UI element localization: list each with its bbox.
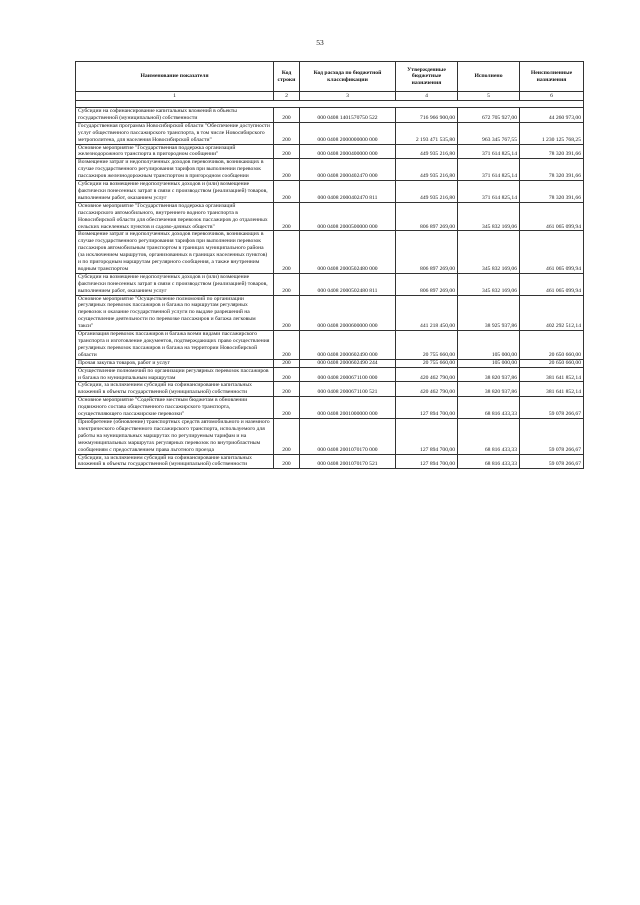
table-row xyxy=(76,397,584,419)
row-kbk: 000 0408 2000600000 000 xyxy=(300,295,396,331)
table-row xyxy=(76,454,584,469)
row-kbk: 000 0408 2001070170 521 xyxy=(300,454,396,469)
row-code: 200 xyxy=(274,108,300,123)
row-name: Прочая закупка товаров, работ и услуг xyxy=(76,359,274,367)
row-code: 200 xyxy=(274,144,300,159)
header-kbk: Код расхода по бюджетной классификации xyxy=(300,62,396,92)
column-number: 5 xyxy=(458,92,520,101)
row-name: Субсидии на софинансирование капитальных вложений в объекты государственной (муниципальной) собственности xyxy=(76,108,274,123)
row-approved: 449 935 216,80 xyxy=(396,181,458,203)
row-name: Основное мероприятие "Осуществление полномочий по организации регулярных перевозок пассажиров и багажа по маршрутам регулярных перевозок и оказание государственной услуги по выдаче разрешений на осуществление деятельности по перевозке пассажиров и багажа легковым такси" xyxy=(76,295,274,331)
row-code: 200 xyxy=(274,202,300,231)
row-kbk: 000 0408 2000502480 811 xyxy=(300,273,396,295)
row-name: Основное мероприятие "Государственная поддержка организаций железнодорожного транспорта в пригородном сообщении" xyxy=(76,144,274,159)
page-number: 53 xyxy=(316,38,324,47)
row-unexecuted: 461 065 099,94 xyxy=(520,202,584,231)
row-code: 200 xyxy=(274,418,300,454)
row-executed: 105 000,00 xyxy=(458,331,520,360)
row-executed: 38 820 937,86 xyxy=(458,367,520,382)
spacer-row xyxy=(76,101,584,108)
row-kbk: 000 0408 2001000000 000 xyxy=(300,397,396,419)
row-kbk: 000 0408 2000402470 811 xyxy=(300,181,396,203)
column-number: 3 xyxy=(300,92,396,101)
row-code: 200 xyxy=(274,159,300,181)
row-name: Приобретение (обновление) транспортных средств автомобильного и наземного электрического общественного пассажирского транспорта, используемого для работы на муниципальных маршрутах по регулируемым тарифам и на межмуниципальных маршрутах регулярных перевозок по внутриобластным сообщениям с предоставлением права льготного проезда xyxy=(76,418,274,454)
row-kbk: 000 0408 1401570750 522 xyxy=(300,108,396,123)
row-unexecuted: 461 065 099,94 xyxy=(520,273,584,295)
row-approved: 420 462 790,00 xyxy=(396,382,458,397)
row-unexecuted: 44 260 973,00 xyxy=(520,108,584,123)
row-code: 200 xyxy=(274,231,300,273)
header-name: Наименование показателя xyxy=(76,62,274,92)
row-name: Субсидии на возмещение недополученных доходов и (или) возмещение фактически понесенных затрат в связи с производством (реализацией) товаров, выполнением работ, оказанием услуг xyxy=(76,181,274,203)
row-unexecuted: 78 320 391,66 xyxy=(520,181,584,203)
row-unexecuted: 20 650 660,00 xyxy=(520,331,584,360)
row-unexecuted: 402 292 512,14 xyxy=(520,295,584,331)
table-row xyxy=(76,331,584,360)
row-code: 200 xyxy=(274,397,300,419)
row-executed: 963 345 767,55 xyxy=(458,122,520,144)
row-kbk: 000 0408 2000500000 000 xyxy=(300,202,396,231)
table-row xyxy=(76,273,584,295)
column-number-row xyxy=(76,92,584,101)
row-name: Возмещение затрат и недополученных доходов перевозчиков, возникающих в случае государственного регулирования тарифов при выполнении перевозок пассажиров железнодорожным транспортом в пригородном сообщении xyxy=(76,159,274,181)
row-executed: 68 816 433,33 xyxy=(458,418,520,454)
table-row xyxy=(76,382,584,397)
row-approved: 127 894 700,00 xyxy=(396,397,458,419)
row-code: 200 xyxy=(274,359,300,367)
row-kbk: 000 0408 2001070170 000 xyxy=(300,418,396,454)
column-number: 1 xyxy=(76,92,274,101)
table-row xyxy=(76,359,584,367)
row-code: 200 xyxy=(274,181,300,203)
row-executed: 38 925 937,86 xyxy=(458,295,520,331)
row-name: Организация перевозок пассажиров и багажа всеми видами пассажирского транспорта и изготовление документов, подтверждающих право осуществления регулярных перевозок пассажиров и багажа на территории Новосибирской области xyxy=(76,331,274,360)
row-unexecuted: 59 078 266,67 xyxy=(520,454,584,469)
row-name: Субсидии, за исключением субсидий на софинансирование капитальных вложений в объекты государственной (муниципальной) собственности xyxy=(76,382,274,397)
row-executed: 68 816 433,33 xyxy=(458,397,520,419)
row-unexecuted: 381 641 852,14 xyxy=(520,367,584,382)
row-name: Основное мероприятие "Содействие местным бюджетам в обновлении подвижного состава общественного пассажирского транспорта, осуществляющего пассажирские перевозки" xyxy=(76,397,274,419)
row-approved: 441 218 450,00 xyxy=(396,295,458,331)
table-row xyxy=(76,144,584,159)
row-kbk: 000 0408 2000400000 000 xyxy=(300,144,396,159)
table-row xyxy=(76,202,584,231)
header-row xyxy=(76,62,584,92)
row-kbk: 000 0408 2000602490 000 xyxy=(300,331,396,360)
row-name: Осуществление полномочий по организации регулярных перевозок пассажиров и багажа по муниципальным маршрутам xyxy=(76,367,274,382)
row-kbk: 000 0408 2000000000 000 xyxy=(300,122,396,144)
row-unexecuted: 461 065 099,94 xyxy=(520,231,584,273)
row-code: 200 xyxy=(274,367,300,382)
row-approved: 20 755 660,00 xyxy=(396,331,458,360)
row-executed: 68 816 433,33 xyxy=(458,454,520,469)
table-row xyxy=(76,231,584,273)
table-row xyxy=(76,108,584,123)
row-approved: 716 966 900,00 xyxy=(396,108,458,123)
column-number: 6 xyxy=(520,92,584,101)
row-code: 200 xyxy=(274,295,300,331)
column-number: 2 xyxy=(274,92,300,101)
header-executed: Исполнено xyxy=(458,62,520,92)
row-approved: 449 935 216,80 xyxy=(396,144,458,159)
row-approved: 806 897 269,00 xyxy=(396,273,458,295)
row-executed: 105 000,00 xyxy=(458,359,520,367)
row-kbk: 000 0408 2000402470 000 xyxy=(300,159,396,181)
row-code: 200 xyxy=(274,273,300,295)
row-unexecuted: 59 078 266,67 xyxy=(520,418,584,454)
row-executed: 345 832 169,06 xyxy=(458,273,520,295)
table-row xyxy=(76,295,584,331)
header-unexecuted: Неисполненные назначения xyxy=(520,62,584,92)
row-executed: 371 614 825,14 xyxy=(458,181,520,203)
row-name: Государственная программа Новосибирской области "Обеспечение доступности услуг общественного пассажирского транспорта, в том числе Новосибирского метрополитена, для населения Новосибирской области" xyxy=(76,122,274,144)
row-approved: 127 894 700,00 xyxy=(396,418,458,454)
row-executed: 345 832 169,06 xyxy=(458,231,520,273)
row-name: Субсидии, за исключением субсидий на софинансирование капитальных вложений в объекты государственной (муниципальной) собственности xyxy=(76,454,274,469)
row-kbk: 000 0408 2000671100 000 xyxy=(300,367,396,382)
row-kbk: 000 0408 2000502480 000 xyxy=(300,231,396,273)
row-code: 200 xyxy=(274,122,300,144)
row-unexecuted: 78 320 391,66 xyxy=(520,144,584,159)
row-executed: 371 614 825,14 xyxy=(458,144,520,159)
row-approved: 2 193 471 535,80 xyxy=(396,122,458,144)
table-row xyxy=(76,159,584,181)
table-row xyxy=(76,367,584,382)
row-unexecuted: 78 320 391,66 xyxy=(520,159,584,181)
row-code: 200 xyxy=(274,331,300,360)
row-unexecuted: 381 641 852,14 xyxy=(520,382,584,397)
table-row xyxy=(76,418,584,454)
row-approved: 420 462 790,00 xyxy=(396,367,458,382)
row-kbk: 000 0408 2000602490 244 xyxy=(300,359,396,367)
header-approved: Утвержденные бюджетные назначения xyxy=(396,62,458,92)
row-executed: 345 832 169,06 xyxy=(458,202,520,231)
budget-execution-table xyxy=(75,61,584,469)
row-approved: 20 755 660,00 xyxy=(396,359,458,367)
row-code: 200 xyxy=(274,454,300,469)
row-name: Основное мероприятие "Государственная поддержка организаций пассажирского автомобильного, внутреннего водного транспорта в Новосибирской области для обеспечения перевозок пассажиров до отдаленных сельских населенных пунктов и садово-дачных обществ" xyxy=(76,202,274,231)
row-code: 200 xyxy=(274,382,300,397)
row-name: Возмещение затрат и недополученных доходов перевозчиков, возникающих в случае государственного регулирования тарифов при выполнении перевозок пассажиров автомобильным транспортом в границах муниципального района (за исключением маршрутов, организованных в границах населенных пунктов) и по пригородным маршрутам регулярного сообщения, а также внутренним водным транспортом xyxy=(76,231,274,273)
header-code: Код строки xyxy=(274,62,300,92)
row-executed: 38 820 937,86 xyxy=(458,382,520,397)
row-approved: 806 897 269,00 xyxy=(396,231,458,273)
table-row xyxy=(76,181,584,203)
row-approved: 806 897 269,00 xyxy=(396,202,458,231)
row-unexecuted: 59 078 266,67 xyxy=(520,397,584,419)
row-executed: 672 705 927,00 xyxy=(458,108,520,123)
table-row xyxy=(76,122,584,144)
row-approved: 127 894 700,00 xyxy=(396,454,458,469)
row-name: Субсидии на возмещение недополученных доходов и (или) возмещение фактически понесенных затрат в связи с производством (реализацией) товаров, выполнением работ, оказанием услуг xyxy=(76,273,274,295)
row-executed: 371 614 825,14 xyxy=(458,159,520,181)
row-approved: 449 935 216,80 xyxy=(396,159,458,181)
row-unexecuted: 1 230 125 768,25 xyxy=(520,122,584,144)
column-number: 4 xyxy=(396,92,458,101)
row-kbk: 000 0408 2000671100 521 xyxy=(300,382,396,397)
row-unexecuted: 20 650 660,00 xyxy=(520,359,584,367)
